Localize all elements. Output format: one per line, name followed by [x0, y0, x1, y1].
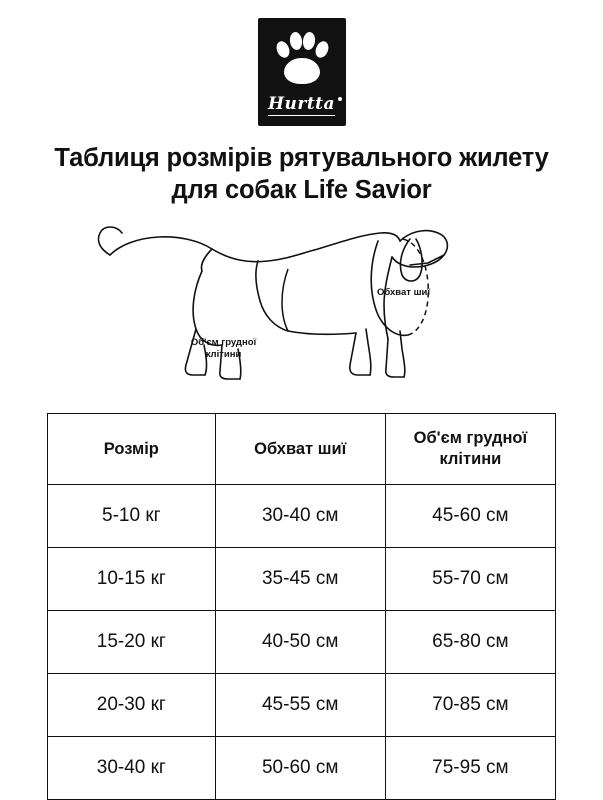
table-cell-chest: 45-60 см: [385, 485, 555, 548]
table-cell-size: 5-10 кг: [48, 485, 216, 548]
table-cell-chest: 55-70 см: [385, 548, 555, 611]
neck-measure-label: Обхват шиї: [376, 287, 431, 298]
table-cell-size: 10-15 кг: [48, 548, 216, 611]
table-row: [48, 674, 556, 737]
table-header-cell: Обхват шиї: [215, 414, 385, 485]
chest-measure-label: Об'єм грудної клітини: [190, 337, 257, 360]
table-row: [48, 611, 556, 674]
table-cell-neck: 50-60 см: [215, 737, 385, 800]
table-cell-size: 20-30 кг: [48, 674, 216, 737]
table-cell-chest: 70-85 см: [385, 674, 555, 737]
table-cell-neck: 45-55 см: [215, 674, 385, 737]
table-header-cell: Розмір: [48, 414, 216, 485]
dog-measurement-diagram: [92, 219, 512, 399]
size-table: [47, 413, 556, 800]
table-cell-size: 15-20 кг: [48, 611, 216, 674]
table-cell-neck: 35-45 см: [215, 548, 385, 611]
table-cell-chest: 65-80 см: [385, 611, 555, 674]
table-header-cell: Об'єм грудної клітини: [385, 414, 555, 485]
brand-name: Hurtta: [268, 94, 335, 114]
table-cell-size: 30-40 кг: [48, 737, 216, 800]
table-row: [48, 485, 556, 548]
paw-icon: [275, 29, 329, 85]
page-title: Таблиця розмірів рятувального жилету для собак Life Savior: [54, 143, 549, 205]
brand-logo: [258, 18, 346, 126]
table-cell-neck: 40-50 см: [215, 611, 385, 674]
size-table-wrapper: [47, 413, 556, 800]
table-cell-chest: 75-95 см: [385, 737, 555, 800]
table-row: [48, 548, 556, 611]
dog-outline-icon: [92, 219, 512, 399]
table-header-row: [48, 414, 556, 485]
table-cell-neck: 30-40 см: [215, 485, 385, 548]
table-row: [48, 737, 556, 800]
